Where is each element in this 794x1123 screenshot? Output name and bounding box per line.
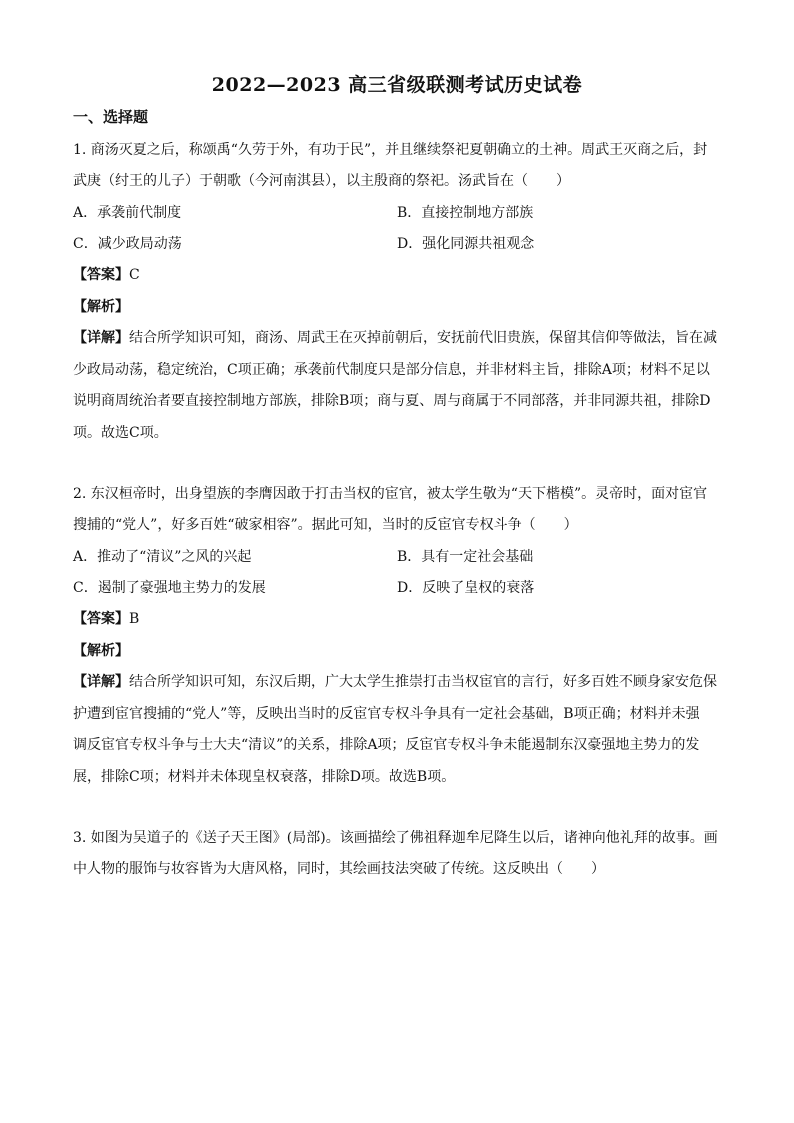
question-3-stem-line-2: 中人物的服饰与妆容皆为大唐风格，同时，其绘画技法突破了传统。这反映出（ ） <box>73 861 605 877</box>
detail-text: 结合所学知识可知，商汤、周武王在灭掉前朝后，安抚前代旧贵族，保留其信仰等做法，旨在减 <box>129 330 717 346</box>
question-1-option-b: B．直接控制地方部族 <box>397 205 534 221</box>
question-1-stem-line-2: 武庚（纣王的儿子）于朝歌（今河南淇县），以主殷商的祭祀。汤武旨在（ ） <box>73 173 570 189</box>
question-2-option-a: A．推动了“清议”之风的兴起 <box>73 549 252 565</box>
exam-title: 2022—2023 高三省级联测考试历史试卷 <box>211 74 583 96</box>
question-2-option-c: C．遏制了豪强地主势力的发展 <box>73 580 266 596</box>
question-1-detail-line-1 <box>73 328 733 348</box>
question-1-stem-line-1: 1. 商汤灭夏之后，称颂禹“久劳于外，有功于民”，并且继续祭祀夏朝确立的土神。周武王灭商之后，封 <box>73 142 708 158</box>
question-2-analysis-tag: 【解析】 <box>73 643 129 659</box>
question-1-option-a: A．承袭前代制度 <box>73 205 182 221</box>
question-2-detail-line-3: 调反宦官专权斗争与士大夫“清议”的关系，排除A项；反宦官专权斗争未能遏制东汉豪强地主势力的发 <box>73 737 700 753</box>
question-1-analysis-tag: 【解析】 <box>73 299 129 315</box>
detail-tag: 【详解】 <box>73 674 129 690</box>
question-1-option-d: D．强化同源共祖观念 <box>397 236 535 252</box>
question-3-stem-line-1: 3. 如图为吴道子的《送子天王图》(局部)。该画描绘了佛祖释迦牟尼降生以后，诸神向他礼拜的故事。画 <box>73 830 718 846</box>
answer-tag: 【答案】 <box>73 267 129 283</box>
answer-value: B <box>129 611 140 627</box>
question-2-detail-line-2: 护遭到宦官搜捕的“党人”等，反映出当时的反宦官专权斗争具有一定社会基础，B项正确；材料并未强 <box>73 706 700 722</box>
question-1-answer <box>73 265 733 285</box>
question-2-detail-line-4: 展，排除C项；材料并未体现皇权衰落，排除D项。故选B项。 <box>73 769 456 785</box>
question-1-option-c: C．减少政局动荡 <box>73 236 182 252</box>
answer-tag: 【答案】 <box>73 611 129 627</box>
detail-text: 结合所学知识可知，东汉后期，广大太学生推崇打击当权宦官的言行，好多百姓不顾身家安危保 <box>129 674 717 690</box>
question-1-detail-line-3: 说明商周统治者要直接控制地方部族，排除B项；商与夏、周与商属于不同部落，并非同源共祖，排除D <box>73 393 711 409</box>
question-2-detail-line-1 <box>73 672 733 692</box>
section-heading: 一、选择题 <box>73 108 149 126</box>
question-1-detail-line-4: 项。故选C项。 <box>73 425 168 441</box>
question-2-option-d: D．反映了皇权的衰落 <box>397 580 535 596</box>
question-2-answer <box>73 609 733 629</box>
question-2-stem-line-1: 2. 东汉桓帝时，出身望族的李膺因敢于打击当权的宦官，被太学生敬为“天下楷模”。灵帝时，面对宦官 <box>73 486 708 502</box>
question-1-detail-line-2: 少政局动荡，稳定统治，C项正确；承袭前代制度只是部分信息，并非材料主旨，排除A项；材料不足以 <box>73 362 710 378</box>
question-2-stem-line-2: 搜捕的“党人”，好多百姓“破家相容”。据此可知，当时的反宦官专权斗争（ ） <box>73 517 578 533</box>
question-2-option-b: B．具有一定社会基础 <box>397 549 534 565</box>
answer-value: C <box>129 267 140 283</box>
detail-tag: 【详解】 <box>73 330 129 346</box>
